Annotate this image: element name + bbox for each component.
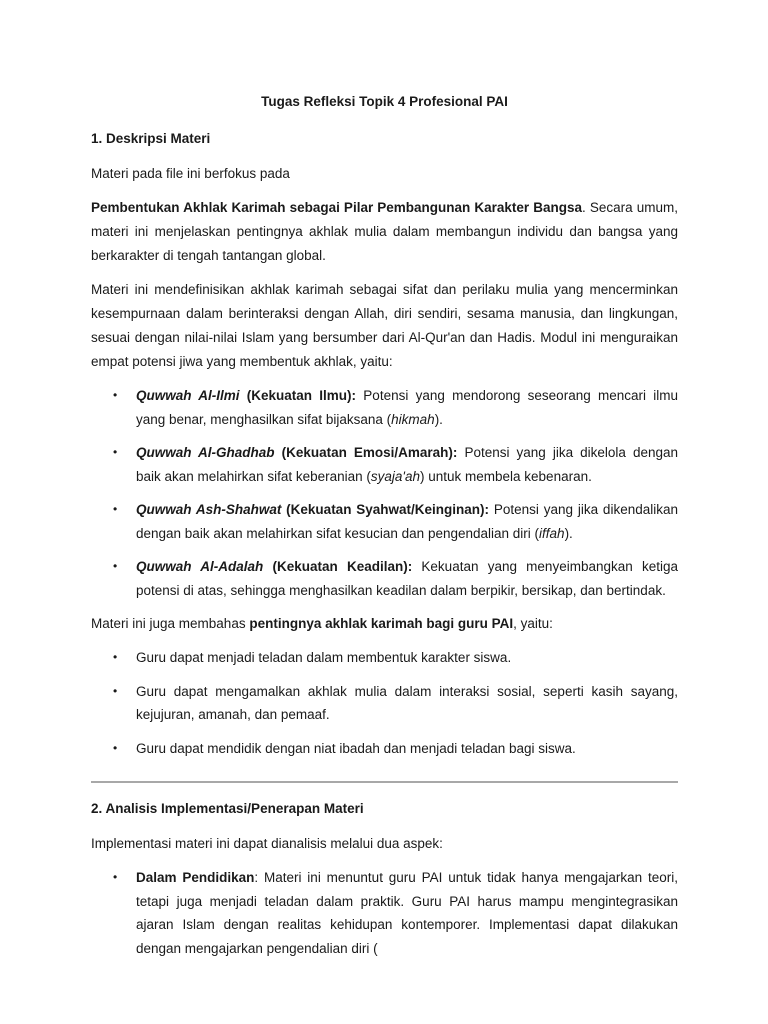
- bullet-icon: •: [113, 650, 118, 664]
- potensi-italic: iffah: [539, 525, 565, 541]
- aspek-desc: : Materi ini menuntut guru PAI untuk tidak hanya mengajarkan teori, tetapi juga menjadi teladan dalam praktik. Guru PAI harus mampu mengintegrasikan ajaran Islam dengan realitas kehidupan kontemporer. Implementasi dapat dilakukan dengan mengajarkan pengendalian diri (: [136, 870, 678, 956]
- aspek-term: Dalam Pendidikan: [136, 870, 255, 885]
- bullet-icon: •: [113, 683, 118, 698]
- potensi-end: ).: [434, 411, 443, 427]
- section-divider: [91, 781, 678, 783]
- potensi-desc: Kekuatan yang menyeimbangkan ketiga potensi di atas, sehingga menghasilkan keadilan dalam berpikir, bersikap, dan bertindak.: [136, 559, 678, 598]
- guru-topic: pentingnya akhlak karimah bagi guru PAI: [249, 616, 514, 631]
- potensi-term: Quwwah Al-Ilmi (Kekuatan Ilmu):: [136, 388, 357, 403]
- guru-point: Guru dapat menjadi teladan dalam membentuk karakter siswa.: [136, 650, 512, 665]
- potensi-desc: Potensi yang jika dikelola dengan baik akan melahirkan sifat keberanian (: [136, 445, 678, 484]
- section-2-heading: 2. Analisis Implementasi/Penerapan Materi: [91, 801, 364, 816]
- bullet-icon: •: [113, 870, 118, 884]
- list-item: [91, 680, 678, 727]
- guru-point: Guru dapat mendidik dengan niat ibadah dan menjadi teladan bagi siswa.: [136, 740, 576, 756]
- list-item: [91, 384, 678, 431]
- paragraph-implementasi: Implementasi materi ini dapat dianalisis melalui dua aspek:: [91, 836, 443, 851]
- potensi-end: ).: [564, 525, 573, 541]
- section-1-heading: 1. Deskripsi Materi: [91, 131, 211, 146]
- guru-list: [91, 646, 678, 760]
- potensi-desc: Potensi yang mendorong seseorang mencari ilmu yang benar, menghasilkan sifat bijaksana (: [136, 388, 678, 427]
- paragraph-definition: Materi ini mendefinisikan akhlak karimah sebagai sifat dan perilaku mulia yang mencerminkan kesempurnaan dalam berinteraksi dengan Allah, diri sendiri, sesama manusia, dan lingkungan, sesuai dengan nilai-nilai Islam yang bersumber dari Al-Qur'an dan Hadis. Modul ini menguraikan empat potensi jiwa yang membentuk akhlak, yaitu:: [91, 282, 678, 369]
- potensi-term: Quwwah Al-Ghadhab (Kekuatan Emosi/Amarah):: [136, 445, 458, 460]
- list-item: [91, 441, 678, 488]
- bullet-icon: •: [113, 388, 118, 402]
- paragraph-guru: [91, 612, 678, 636]
- potensi-italic: hikmah: [391, 411, 435, 427]
- guru-intro: Materi ini juga membahas: [91, 616, 250, 631]
- bullet-icon: •: [113, 559, 118, 573]
- potensi-term: Quwwah Ash-Shahwat (Kekuatan Syahwat/Keinginan):: [136, 502, 490, 517]
- guru-point: Guru dapat mengamalkan akhlak mulia dalam interaksi sosial, seperti kasih sayang, kejujuran, amanah, dan pemaaf.: [136, 683, 678, 722]
- bullet-icon: •: [113, 445, 118, 459]
- potensi-term: Quwwah Al-Adalah (Kekuatan Keadilan):: [136, 559, 413, 574]
- topic-description: . Secara umum, materi ini menjelaskan pentingnya akhlak mulia dalam membangun individu dan bangsa yang berkarakter di tengah tantangan global.: [91, 200, 678, 263]
- topic-title: Pembentukan Akhlak Karimah sebagai Pilar Pembangunan Karakter Bangsa: [91, 200, 583, 215]
- list-item: [91, 737, 678, 761]
- list-item: [91, 555, 678, 602]
- list-item: [91, 498, 678, 545]
- list-item: [91, 866, 678, 960]
- potensi-desc: Potensi yang jika dikendalikan dengan baik akan melahirkan sifat kesucian dan pengendalian diri (: [136, 502, 678, 541]
- potensi-end: ) untuk membela kebenaran.: [420, 468, 592, 484]
- paragraph-topic: [91, 196, 678, 268]
- document-title: Tugas Refleksi Topik 4 Profesional PAI: [261, 94, 508, 109]
- guru-intro-end: , yaitu:: [513, 616, 553, 631]
- paragraph-intro: Materi pada file ini berfokus pada: [91, 166, 290, 181]
- list-item: [91, 646, 678, 670]
- bullet-icon: •: [113, 502, 118, 516]
- bullet-icon: •: [113, 740, 118, 755]
- potensi-italic: syaja'ah: [370, 468, 420, 484]
- aspek-list: [91, 866, 678, 960]
- potensi-list: [91, 384, 678, 602]
- document-body: [91, 92, 678, 970]
